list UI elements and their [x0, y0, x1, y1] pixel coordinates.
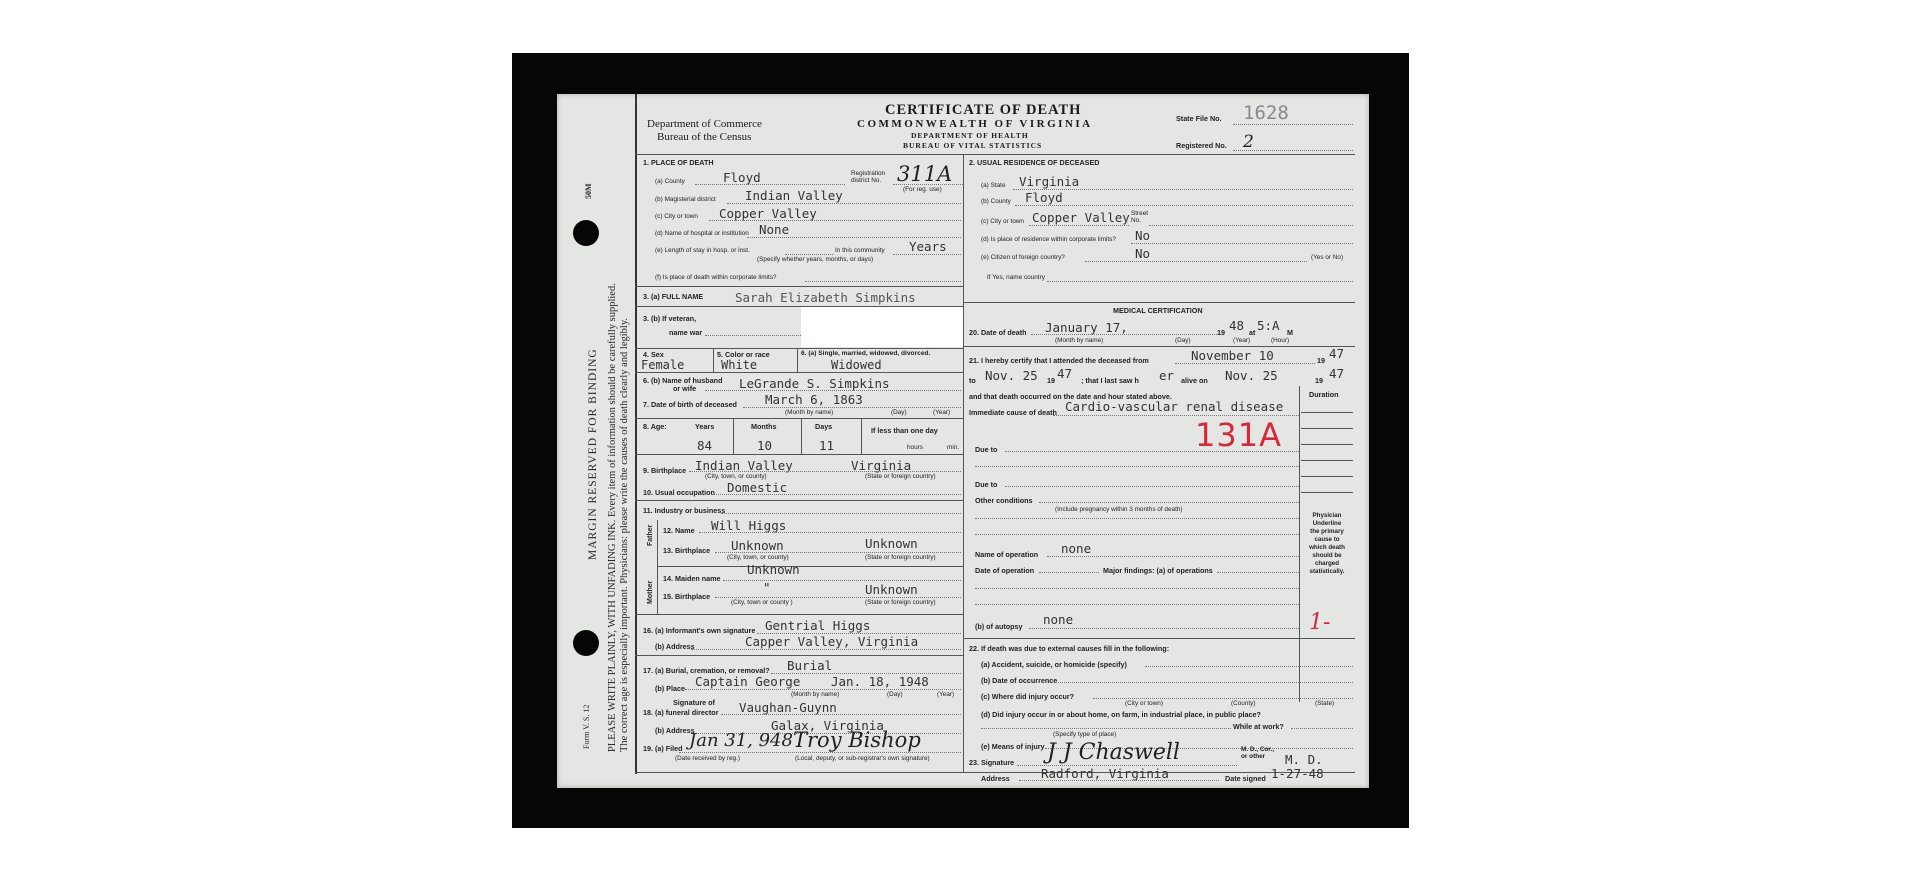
binding-margin: [557, 94, 639, 788]
registration-value: 311A: [897, 162, 953, 186]
father-birthplace-label: 13. Birthplace: [663, 546, 711, 555]
alive-year-prefix: 19: [1315, 376, 1323, 385]
date-signed-label: Date signed: [1225, 774, 1266, 783]
maiden-name: Unknown: [747, 562, 800, 577]
burial-date: Jan. 18, 1948: [831, 674, 929, 689]
director-label-1: Signature of: [673, 698, 715, 707]
margin-reserved-text: MARGIN RESERVED FOR BINDING: [587, 348, 599, 560]
center-divider: [963, 154, 964, 772]
immediate-label: Immediate cause of death: [969, 408, 1057, 417]
death-year-note: (Year): [1233, 337, 1251, 344]
pod-county: Floyd: [723, 170, 761, 185]
father-city-note: (City, town, or county): [727, 554, 789, 561]
citizen-label: (e) Citizen of foreign country?: [981, 254, 1065, 261]
res-state: Virginia: [1019, 174, 1080, 189]
death-year: 48: [1229, 318, 1245, 333]
place-of-death-label: 1. PLACE OF DEATH: [643, 158, 714, 167]
industry-label: 11. Industry or business: [643, 506, 726, 515]
age-months: 10: [757, 438, 773, 453]
md-label: M. D., Cor., or other: [1241, 746, 1275, 760]
pregnancy-note: (Include pregnancy within 3 months of death): [1055, 506, 1183, 513]
birthplace-city: Indian Valley: [695, 458, 793, 473]
mother-birthplace-city: ": [763, 580, 771, 595]
last-saw-suffix: er: [1159, 368, 1175, 383]
occurrence-label: (b) Date of occurrence: [981, 676, 1058, 685]
registration-label: Registration district No.: [851, 170, 886, 184]
registered-label: Registered No.: [1176, 141, 1227, 150]
hours-label: hours: [907, 444, 923, 451]
form-number: Form V. S. 12: [582, 704, 591, 749]
death-day-note: (Day): [1175, 337, 1191, 344]
death-date-label: 20. Date of death: [969, 328, 1027, 337]
bottom-rule: [635, 772, 1355, 773]
res-county: Floyd: [1025, 190, 1063, 205]
marital: Widowed: [831, 358, 882, 372]
husband: LeGrande S. Simpkins: [739, 376, 890, 391]
filed-note-date: (Date received by reg.): [675, 755, 740, 762]
physician-address: Radford, Virginia: [1041, 766, 1169, 781]
sex: Female: [641, 358, 685, 372]
state-file-value: 1628: [1243, 102, 1289, 124]
where-county-note: (County): [1231, 700, 1256, 707]
bureau-vital: BUREAU OF VITAL STATISTICS: [903, 141, 1043, 150]
bureau-census: Bureau of the Census: [657, 131, 752, 143]
full-name: Sarah Elizabeth Simpkins: [735, 290, 916, 305]
external-label: 22. If death was due to external causes fill in the following:: [969, 644, 1170, 653]
birth-note-day: (Day): [891, 409, 907, 416]
physician-signature: J J Chaswell: [1047, 740, 1180, 765]
write-plainly-text: PLEASE WRITE PLAINLY, WITH UNFADING INK. Every item of information should be carefully supplied.: [607, 283, 618, 752]
age-label: 8. Age:: [643, 422, 667, 431]
binding-hole-top: [573, 220, 599, 246]
duration-label: Duration: [1309, 390, 1339, 399]
for-reg-use: (For reg. use): [903, 186, 942, 193]
age-note-text: The correct age is especially important. Physicians: please write the causes of death clearly and legibly.: [619, 317, 630, 752]
physician-box-line: which death: [1309, 544, 1345, 551]
alive-on: Nov. 25: [1225, 368, 1278, 383]
last-saw-label: ; that I last saw h: [1081, 376, 1139, 385]
operation-date-label: Date of operation: [975, 566, 1035, 575]
death-year-prefix: 19: [1217, 328, 1225, 337]
attend-to-year: 47: [1057, 366, 1073, 381]
res-state-label: (a) State: [981, 182, 1006, 189]
burial-day-note: (Day): [887, 691, 903, 698]
dept-commerce: Department of Commerce: [647, 118, 762, 130]
attend-from: November 10: [1191, 348, 1274, 363]
attend-to-prefix: 19: [1047, 376, 1055, 385]
alive-on-label: alive on: [1181, 376, 1208, 385]
occupation: Domestic: [727, 480, 788, 495]
death-month-note: (Month by name): [1055, 337, 1104, 344]
immediate-cause: Cardio-vascular renal disease: [1065, 399, 1284, 414]
res-corporate-label: (d) Is place of residence within corporate limits?: [981, 236, 1116, 243]
community-value: Years: [909, 239, 947, 254]
physician-instruction-box: [1301, 512, 1353, 576]
community-label: In this community: [835, 247, 885, 254]
registrar-signature: Troy Bishop: [793, 728, 921, 752]
father-birthplace-city: Unknown: [731, 538, 784, 553]
alive-year: 47: [1329, 366, 1345, 381]
where-label: (c) Where did injury occur?: [981, 692, 1075, 701]
physician-box-line: should be: [1312, 552, 1342, 559]
death-hour: 5:A: [1257, 318, 1280, 333]
burial-year-note: (Year): [937, 691, 955, 698]
place-type-note: (Specify type of place): [1053, 731, 1117, 738]
operation-label: Name of operation: [975, 550, 1039, 559]
physician-box-line: Physician: [1312, 512, 1342, 519]
informant-address-label: (b) Address: [655, 642, 695, 651]
where-city-note: (City or town): [1125, 700, 1163, 707]
funeral-director: Vaughan-Guynn: [739, 700, 837, 715]
husband-sub: or wife: [673, 384, 697, 393]
hospital-label: (d) Name of hospital or institution: [655, 230, 749, 237]
occupation-label: 10. Usual occupation: [643, 488, 715, 497]
accident-label: (a) Accident, suicide, or homicide (specify): [981, 660, 1127, 669]
attend-from-prefix: 19: [1317, 356, 1325, 365]
statistical-mark: 1-: [1309, 610, 1331, 635]
father-state-note: (State or foreign country): [865, 554, 936, 561]
father-name: Will Higgs: [711, 518, 787, 533]
redaction-box: [801, 307, 963, 347]
birthplace-state: Virginia: [851, 458, 912, 473]
md-value: M. D.: [1285, 752, 1323, 767]
birthplace-state-note: (State or foreign country): [865, 473, 936, 480]
certificate-paper: [557, 94, 1369, 788]
if-yes-label: If Yes, name country: [987, 274, 1045, 281]
age-days: 11: [819, 438, 835, 453]
citizen: No: [1135, 246, 1151, 261]
magisterial: Indian Valley: [745, 188, 843, 203]
physician-box-line: charged: [1314, 560, 1340, 567]
physician-box-line: Underline: [1312, 520, 1342, 527]
binding-hole-bottom: [573, 630, 599, 656]
maiden-label: 14. Maiden name: [663, 574, 721, 583]
birthplace-label: 9. Birthplace: [643, 466, 687, 475]
birth-label: 7. Date of birth of deceased: [643, 400, 737, 409]
pod-corporate-label: (f) Is place of death within corporate limits?: [655, 274, 777, 281]
informant-address: Capper Valley, Virginia: [745, 634, 919, 649]
cause-code-mark: 131A: [1195, 416, 1282, 454]
filed-label: 19. (a) Filed: [643, 744, 683, 753]
yes-no-note: (Yes or No): [1311, 254, 1344, 261]
major-findings-label: Major findings: (a) of operations: [1103, 566, 1213, 575]
commonwealth-title: COMMONWEALTH OF VIRGINIA: [857, 118, 1093, 130]
birth-note-year: (Year): [933, 409, 951, 416]
father-name-label: 12. Name: [663, 526, 695, 535]
signature-label: 23. Signature: [969, 758, 1015, 767]
certificate-title: CERTIFICATE OF DEATH: [885, 102, 1082, 118]
state-file-label: State File No.: [1176, 114, 1222, 123]
autopsy-label: (b) of autopsy: [975, 622, 1023, 631]
res-corporate: No: [1135, 228, 1151, 243]
less-than-day-label: If less than one day: [871, 426, 938, 435]
director-address-label: (b) Address: [655, 726, 695, 735]
husband-label: 6. (b) Name of husband: [643, 376, 723, 385]
filed-date: Jan 31, 948: [689, 730, 793, 751]
attend-from-year: 47: [1329, 346, 1345, 361]
while-work-label: While at work?: [1233, 722, 1284, 731]
mother-birthplace-label: 15. Birthplace: [663, 592, 711, 601]
pod-city: Copper Valley: [719, 206, 817, 221]
pod-county-label: (a) County: [655, 178, 685, 185]
min-label: min.: [947, 444, 960, 451]
m-label: M: [1287, 328, 1293, 337]
death-hour-note: (Hour): [1271, 337, 1290, 344]
res-county-label: (b) County: [981, 198, 1011, 205]
mother-label: Mother: [647, 580, 654, 604]
registered-value: 2: [1243, 132, 1254, 152]
mother-birthplace-state: Unknown: [865, 582, 918, 597]
physician-box-line: cause to: [1314, 536, 1340, 543]
informant-signature: Gentrial Higgs: [765, 618, 871, 633]
specify-note: (Specify whether years, months, or days): [757, 256, 874, 263]
war-label: name war: [669, 328, 703, 337]
stamp-code: 50M: [584, 183, 593, 199]
burial-place-label: (b) Place: [655, 684, 685, 693]
form-left-border: [635, 94, 637, 774]
residence-label: 2. USUAL RESIDENCE OF DECEASED: [969, 158, 1100, 167]
physician-box-line: the primary: [1310, 528, 1344, 535]
operation-value: none: [1061, 541, 1092, 556]
age-years: 84: [697, 438, 713, 453]
burial-value: Burial: [787, 658, 833, 673]
dept-health: DEPARTMENT OF HEALTH: [911, 131, 1029, 140]
certificate-form: [635, 94, 1369, 788]
res-city: Copper Valley: [1032, 210, 1130, 225]
months-label: Months: [751, 422, 777, 431]
father-label: Father: [647, 524, 654, 546]
color: White: [721, 358, 758, 372]
father-birthplace-state: Unknown: [865, 536, 918, 551]
occurred-label: and that death occurred on the date and hour stated above.: [969, 392, 1172, 401]
res-city-label: (c) City or town: [981, 218, 1024, 225]
color-label: 5. Color or race: [717, 350, 770, 359]
pod-city-label: (c) City or town: [655, 213, 698, 220]
scanned-document: [512, 53, 1409, 828]
years-label: Years: [695, 422, 715, 431]
burial-place: Captain George: [695, 674, 801, 689]
burial-month-note: (Month by name): [791, 691, 840, 698]
burial-label: 17. (a) Burial, cremation, or removal?: [643, 666, 770, 675]
filed-note-registrar: (Local, deputy, or sub-registrar's own signature): [795, 755, 930, 762]
sex-label: 4. Sex: [643, 350, 664, 359]
death-month-day: January 17,: [1045, 320, 1128, 335]
attend-label: 21. I hereby certify that I attended the deceased from: [969, 356, 1149, 365]
magisterial-label: (b) Magisterial district: [655, 196, 716, 203]
due-to-label-1: Due to: [975, 445, 998, 454]
medical-title: MEDICAL CERTIFICATION: [1113, 306, 1203, 315]
hospital: None: [759, 222, 790, 237]
mother-state-note: (State or foreign country): [865, 599, 936, 606]
due-to-label-2: Due to: [975, 480, 998, 489]
full-name-label: 3. (a) FULL NAME: [643, 292, 704, 301]
autopsy-value: none: [1043, 612, 1074, 627]
date-signed: 1-27-48: [1271, 766, 1324, 781]
header-rule: [635, 154, 1355, 155]
where-state-note: (State): [1315, 700, 1335, 707]
birth-date: March 6, 1863: [765, 392, 863, 407]
attend-to: Nov. 25: [985, 368, 1038, 383]
birth-note-month: (Month by name): [785, 409, 834, 416]
director-address: Galax, Virginia: [771, 718, 884, 733]
physician-box-line: statistically.: [1309, 568, 1345, 575]
birthplace-city-note: (City, town, or county): [705, 473, 767, 480]
to-label: to: [969, 376, 976, 385]
home-label: (d) Did injury occur in or about home, on farm, in industrial place, in public place?: [981, 710, 1261, 719]
director-label-2: 18. (a) funeral director: [643, 708, 719, 717]
informant-label: 16. (a) Informant's own signature: [643, 626, 756, 635]
other-conditions-label: Other conditions: [975, 496, 1033, 505]
veteran-label: 3. (b) If veteran,: [643, 314, 697, 323]
at-label: at: [1249, 328, 1256, 337]
means-label: (e) Means of injury: [981, 742, 1045, 751]
days-label: Days: [815, 422, 833, 431]
stay-label: (e) Length of stay in hosp. or inst.: [655, 247, 750, 254]
street-label: Street No.: [1131, 210, 1149, 224]
marital-label: 6. (a) Single, married, widowed, divorced.: [801, 350, 931, 357]
mother-city-note: (City, town or county ): [731, 599, 793, 606]
physician-address-label: Address: [981, 774, 1010, 783]
